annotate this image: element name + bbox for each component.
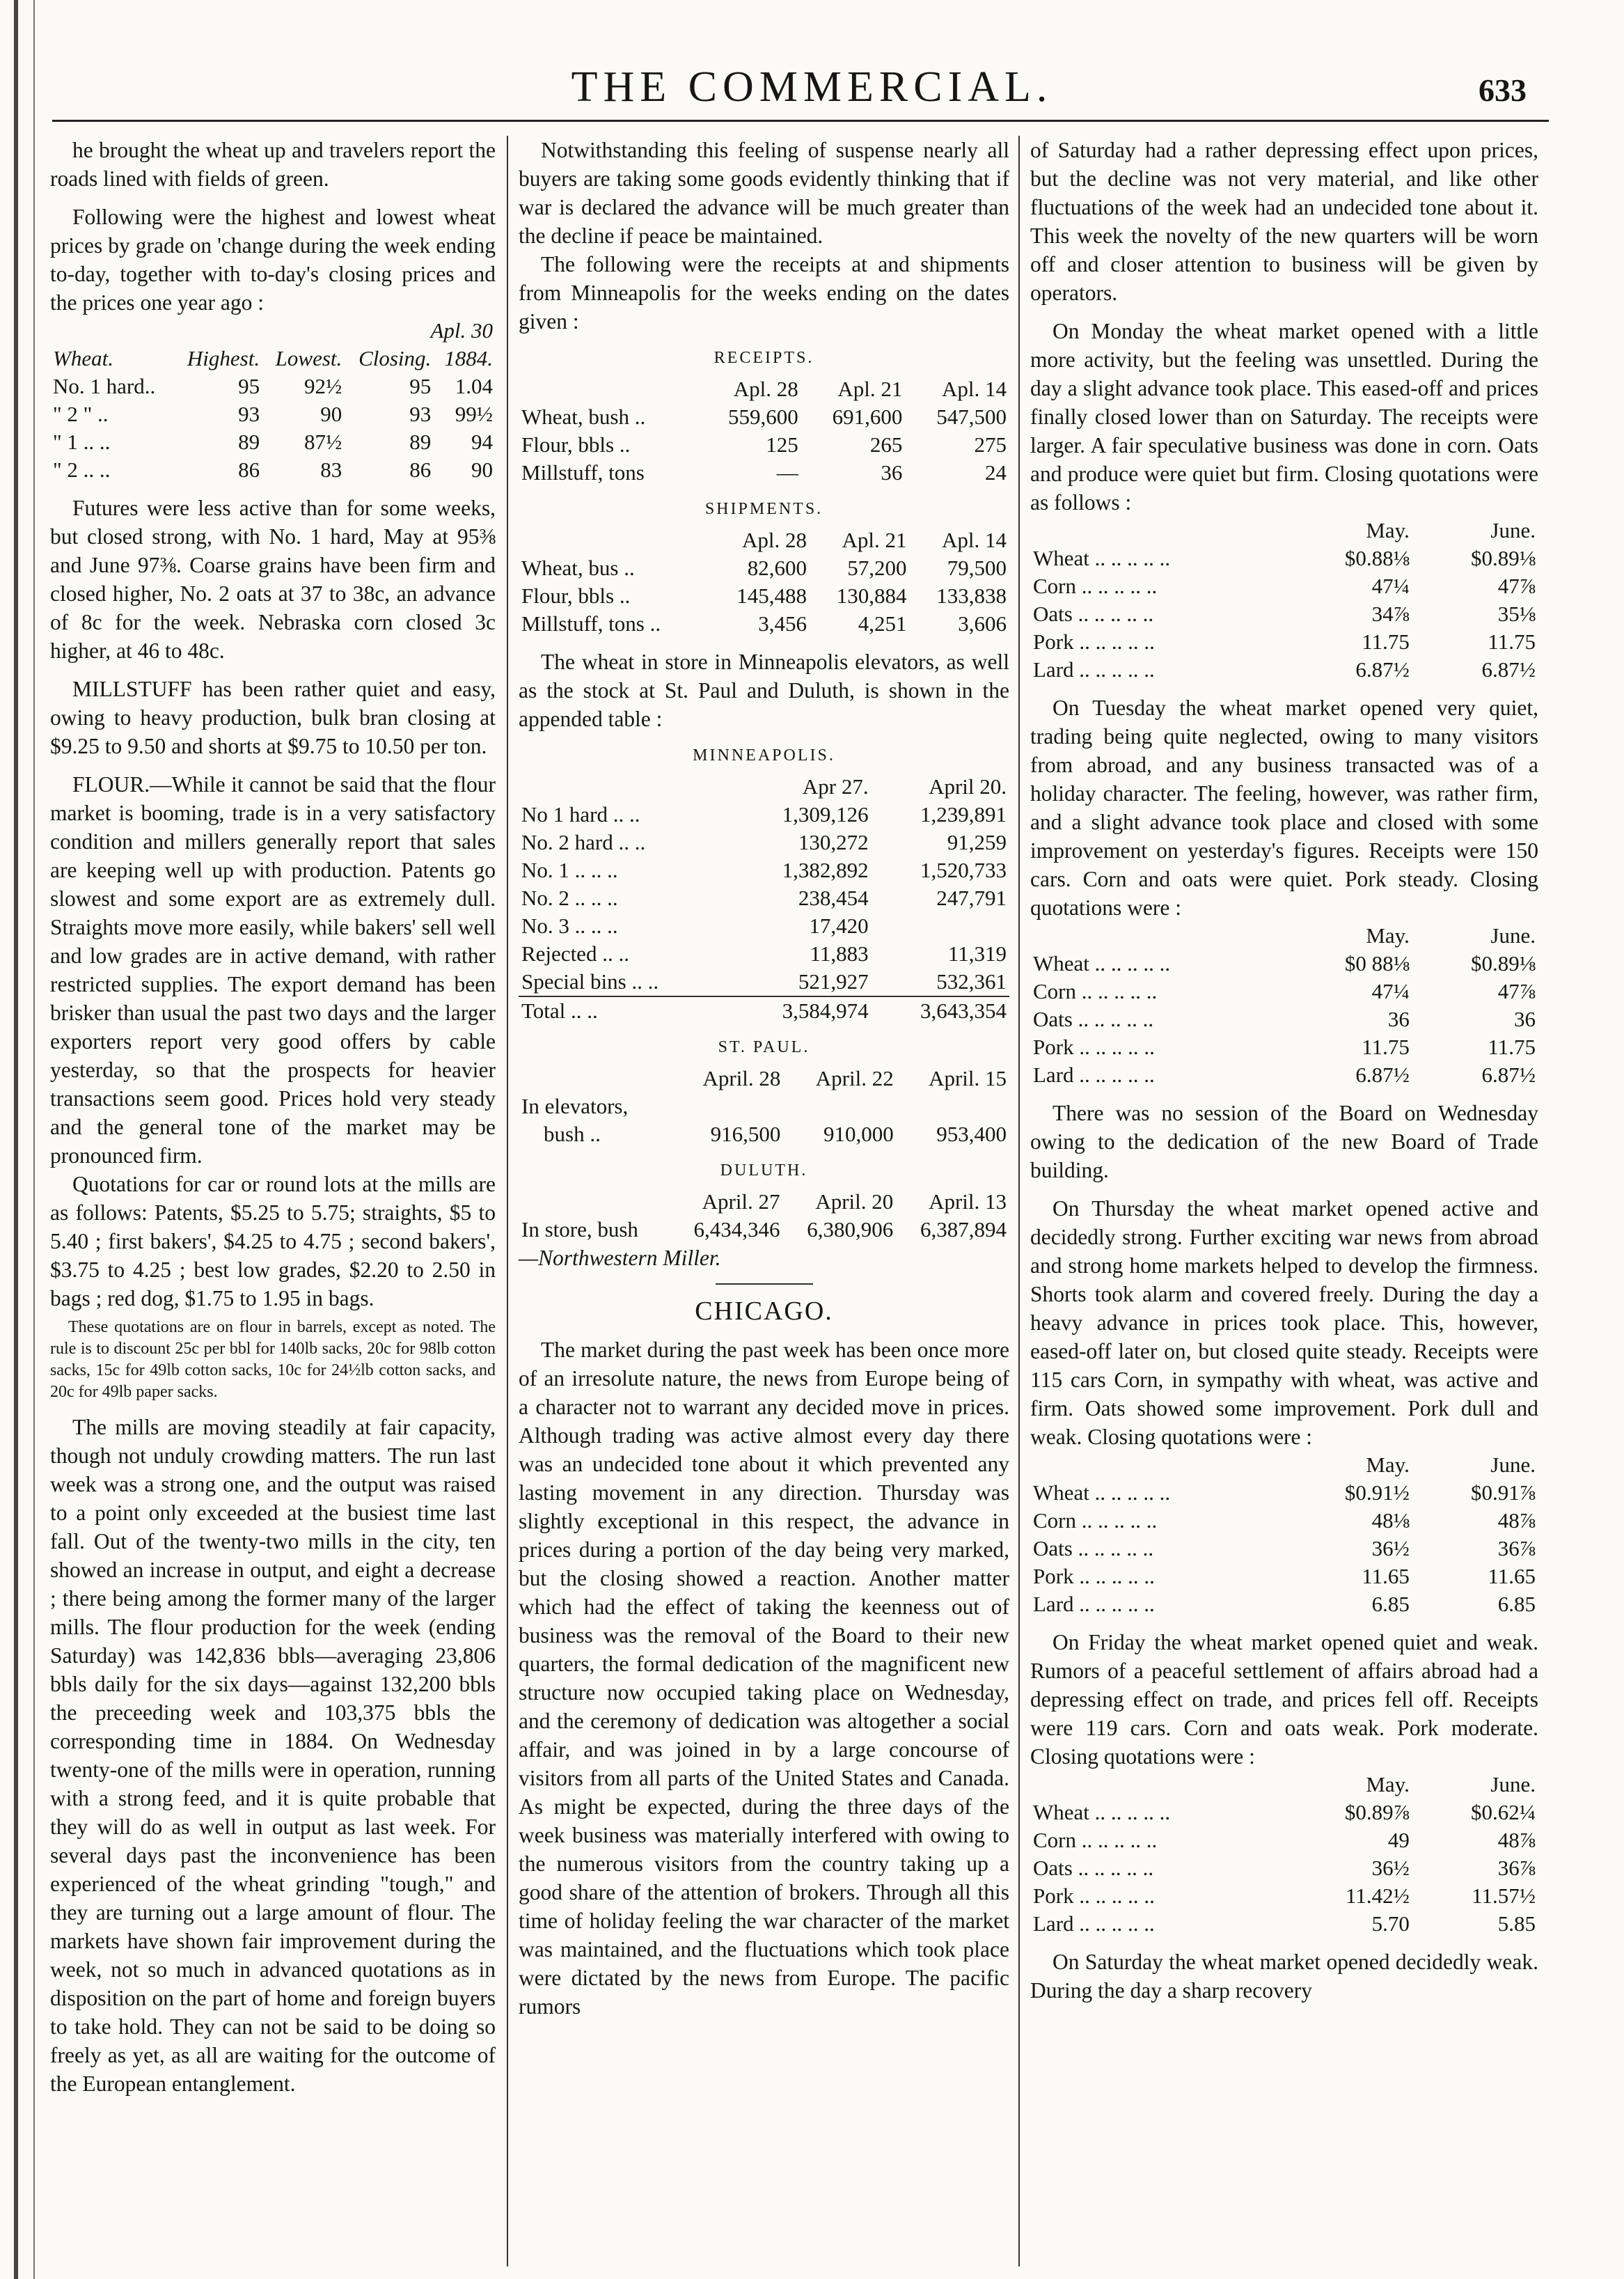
wheat-price-table xyxy=(50,317,496,484)
paragraph: The wheat in store in Minneapolis elevators, as well as the stock at St. Paul and Duluth, is shown in the appended table : xyxy=(519,650,1009,731)
table-cell: 521,927 xyxy=(798,969,869,994)
table-date-header: Apl. 30 xyxy=(430,318,493,343)
table-header-row xyxy=(519,526,1009,554)
table-cell: 11.75 xyxy=(1488,1035,1536,1059)
row-label: Special bins .. .. xyxy=(521,969,659,994)
table-cell: 47⅞ xyxy=(1497,574,1536,598)
table-cell: 47¼ xyxy=(1371,979,1410,1003)
minneapolis-table xyxy=(519,773,1009,1025)
receipts-table xyxy=(519,375,1009,487)
row-label: Lard .. .. .. .. .. xyxy=(1033,657,1155,682)
table-cell: 559,600 xyxy=(728,405,798,429)
table-cell: 36½ xyxy=(1371,1536,1410,1560)
table-row xyxy=(519,1216,1009,1244)
table-cell: 3,584,974 xyxy=(733,996,871,1025)
table-cell: 57,200 xyxy=(847,556,907,580)
table-cell: $0 88⅛ xyxy=(1344,951,1410,976)
section-rule xyxy=(716,1283,813,1285)
table-cell: 47⅞ xyxy=(1497,979,1536,1003)
row-label: " 2 " .. xyxy=(53,402,109,426)
table-row xyxy=(1030,978,1538,1005)
column-header xyxy=(1030,1451,1286,1479)
table-cell: 1.04 xyxy=(455,374,493,398)
table-row xyxy=(1030,1799,1538,1826)
table-heading: RECEIPTS. xyxy=(714,349,814,367)
table-cell: 36 xyxy=(1387,1007,1410,1031)
table-row xyxy=(519,459,1009,487)
paragraph: On Monday the wheat market opened with a little more activity, but the feeling was unsettled. During the day a slight advance took place. This eased-off and prices finally closed lower than on Saturday. The receipts were larger. A fair speculative business was done in corn. Oats and produce were quiet but firm. Closing quotations were as follows : xyxy=(1030,319,1538,515)
column-header: May. xyxy=(1366,518,1410,542)
table-row xyxy=(519,582,1009,610)
table-cell: 275 xyxy=(974,432,1007,457)
quotations-friday xyxy=(1030,1771,1538,1938)
table-row xyxy=(1030,600,1538,628)
table-cell: 86 xyxy=(409,457,432,482)
table-cell: 6,387,894 xyxy=(920,1217,1007,1242)
table-row xyxy=(519,431,1009,459)
paragraph: of Saturday had a rather depressing effect upon prices, but the decline was not very material, and like other fluctuations of the week had an undecided tone about it. This week the novelty of the new quarters will be worn off and closer attention to business will be given by operators. xyxy=(1030,138,1538,305)
column-header: Highest. xyxy=(187,346,260,370)
table-cell: 95 xyxy=(409,374,432,398)
table-row xyxy=(1030,1033,1538,1061)
column-header: Apr 27. xyxy=(802,774,869,799)
row-label: In store, bush xyxy=(521,1217,638,1242)
table-cell: $0.89⅞ xyxy=(1344,1800,1410,1824)
table-heading: MINNEAPOLIS. xyxy=(693,746,835,765)
table-cell: 238,454 xyxy=(798,886,869,910)
table-row xyxy=(519,554,1009,582)
table-row xyxy=(1030,1910,1538,1938)
table-cell: $0.91⅞ xyxy=(1471,1480,1536,1505)
table-cell: 125 xyxy=(766,432,798,457)
table-cell: 93 xyxy=(238,402,260,426)
paragraph: MILLSTUFF has been rather quiet and easy, owing to heavy production, bulk bran closing at $9.25 to 9.50 and shorts at $9.75 to 10.50 per ton. xyxy=(50,677,496,758)
row-label: In elevators, xyxy=(521,1094,629,1118)
row-label: No. 1 .. .. .. xyxy=(521,858,618,882)
row-label: Corn .. .. .. .. .. xyxy=(1033,574,1158,598)
column-header: 1884. xyxy=(444,346,493,370)
column-header: April. 22 xyxy=(815,1066,894,1090)
table-cell: 247,791 xyxy=(936,886,1007,910)
column-header: Lowest. xyxy=(275,346,342,370)
row-label: Pork .. .. .. .. .. xyxy=(1033,1564,1155,1588)
row-label: Corn .. .. .. .. .. xyxy=(1033,979,1158,1003)
column-header xyxy=(519,773,733,801)
table-row xyxy=(519,856,1009,884)
column-header: April. 27 xyxy=(702,1189,780,1214)
table-cell: 6.85 xyxy=(1497,1592,1536,1616)
table-cell: 145,488 xyxy=(736,584,807,608)
table-row xyxy=(50,428,496,456)
table-cell xyxy=(872,912,1009,940)
quotations-monday xyxy=(1030,517,1538,684)
column-header xyxy=(519,375,697,403)
paragraph: Futures were less active than for some weeks, but closed strong, with No. 1 hard, May at 95⅜ and June 97⅜. Coarse grains have been firm and closed higher, No. 2 oats at 37 to 38c, an advance of 8c for the week. Nebraska corn closed 3c higher, at 46 to 48c. xyxy=(50,496,496,663)
table-cell: 95 xyxy=(238,374,260,398)
table-cell: $0.88⅛ xyxy=(1344,546,1410,570)
row-label: No 1 hard .. .. xyxy=(521,802,640,827)
table-cell: 5.70 xyxy=(1371,1911,1410,1936)
column-header: Closing. xyxy=(358,346,432,370)
table-cell: 130,272 xyxy=(798,830,869,854)
table-row xyxy=(1030,1826,1538,1854)
table-cell: 1,239,891 xyxy=(920,802,1007,827)
table-row xyxy=(519,610,1009,638)
header-rule xyxy=(52,120,1549,122)
table-row xyxy=(1030,1590,1538,1618)
column-header: Apl. 28 xyxy=(733,377,798,401)
table-row xyxy=(1030,1854,1538,1882)
table-heading: ST. PAUL. xyxy=(718,1038,810,1056)
column-header: June. xyxy=(1490,518,1536,542)
binding-edge-inner xyxy=(33,0,35,2279)
column-header: Apl. 28 xyxy=(742,528,807,552)
table-cell: 89 xyxy=(238,430,260,454)
column-header: Apl. 14 xyxy=(942,528,1007,552)
column-header: Apl. 21 xyxy=(837,377,903,401)
paragraph: Following were the highest and lowest wheat prices by grade on 'change during the week ending to-day, together with to-day's closing prices and the prices one year ago : xyxy=(50,205,496,315)
masthead: THE COMMERCIAL. xyxy=(571,63,1053,111)
table-cell: 48⅞ xyxy=(1497,1828,1536,1852)
table-cell: $0.62¼ xyxy=(1471,1800,1536,1824)
table-cell: 6.87½ xyxy=(1481,657,1536,682)
table-row xyxy=(519,829,1009,856)
row-label: Pork .. .. .. .. .. xyxy=(1033,629,1155,654)
column-one xyxy=(50,136,496,2098)
table-row xyxy=(1030,628,1538,656)
table-row xyxy=(519,884,1009,912)
table-cell: $0.91½ xyxy=(1344,1480,1410,1505)
table-cell: 6,434,346 xyxy=(693,1217,780,1242)
row-label: Rejected .. .. xyxy=(521,941,629,966)
table-row xyxy=(1030,545,1538,572)
table-cell: 1,309,126 xyxy=(782,802,869,827)
table-header-row xyxy=(519,375,1009,403)
table-header-row xyxy=(519,1188,1009,1216)
row-label: No. 2 hard .. .. xyxy=(521,830,646,854)
row-label: Oats .. .. .. .. .. xyxy=(1033,1536,1154,1560)
row-label: Total .. .. xyxy=(519,996,733,1025)
table-cell: 48⅞ xyxy=(1497,1508,1536,1533)
table-row xyxy=(1030,1535,1538,1563)
table-row xyxy=(519,801,1009,829)
column-header xyxy=(1030,922,1286,950)
table-cell: 6.87½ xyxy=(1355,657,1410,682)
table-cell: 24 xyxy=(985,460,1007,485)
table-cell: 547,500 xyxy=(936,405,1007,429)
table-header-row xyxy=(50,345,496,373)
row-label: " 2 .. .. xyxy=(53,457,111,482)
paragraph: There was no session of the Board on Wednesday owing to the dedication of the new Board of Trade building. xyxy=(1030,1101,1538,1182)
table-cell: 5.85 xyxy=(1497,1911,1536,1936)
table-row xyxy=(50,400,496,428)
table-cell: 48⅛ xyxy=(1371,1508,1410,1533)
table-heading: DULUTH. xyxy=(720,1161,808,1180)
column-header xyxy=(1030,1771,1286,1799)
row-label: Wheat, bus .. xyxy=(521,556,635,580)
table-row xyxy=(519,996,1009,1025)
column-three xyxy=(1030,136,1538,2005)
page-number: 633 xyxy=(1479,72,1527,108)
table-cell: — xyxy=(776,460,798,485)
row-label: Oats .. .. .. .. .. xyxy=(1033,602,1154,626)
table-row xyxy=(519,912,1009,940)
table-cell: 910,000 xyxy=(823,1122,894,1146)
table-cell: 6.87½ xyxy=(1355,1063,1410,1087)
table-cell: 133,838 xyxy=(936,584,1007,608)
table-cell: 953,400 xyxy=(936,1122,1007,1146)
footnote: These quotations are on flour in barrels, except as noted. The rule is to discount 25c per bbl for 140lb sacks, 20c for 98lb cotton sacks, 15c for 49lb cotton sacks, 10c for 24½lb cotton sacks, and 20c for 49lb paper sacks. xyxy=(50,1318,496,1401)
table-row xyxy=(519,403,1009,431)
table-cell: 11.75 xyxy=(1362,1035,1410,1059)
row-label: Lard .. .. .. .. .. xyxy=(1033,1911,1155,1936)
table-row xyxy=(1030,1479,1538,1507)
paragraph: FLOUR.—While it cannot be said that the flour market is booming, trade is in a very satisfactory condition and millers generally report that sales are keeping well up with production. Patents go slowest and some export are as extremely dull. Straights move more easily, while bakers' sell well and low grades are in active demand, with rather restricted supplies. The export demand has been brisker than usual the past two days and the larger exporters report very good offers by cable yesterday, so that the prospects for heavier transactions seem good. Prices hold very steady and the general tone of the market may be pronounced firm. xyxy=(50,772,496,1168)
table-cell: 83 xyxy=(320,457,342,482)
table-cell: 3,643,354 xyxy=(872,996,1009,1025)
paragraph: The market during the past week has been once more of an irresolute nature, the news from Europe being of a character not to warrant any decided move in prices. Although trading was active almost every day there was an undecided tone about it which prevented any lasting movement in any direction. Thursday was slightly exceptional in this respect, the advance in prices during a portion of the day being very marked, but the closing showed a reaction. Another matter which had the effect of taking the keenness out of business was the removal of the Board to their new quarters, the formal dedication of the magnificent new structure now occupied taking place on Wednesday, and the ceremony of dedication was altogether a social affair, and was joined in by a large concourse of visitors from all parts of the United States and Canada. As might be expected, during the three days of the week business was materially interfered with owing to the numerous visitors from the country taking up a good share of the attention of brokers. Through all this time of holiday feeling the war character of the market was maintained, and the fluctuations which took place were dictated by the news from Europe. The pacific rumors xyxy=(519,1338,1009,2019)
table-cell: 11,319 xyxy=(947,941,1007,966)
paragraph: The mills are moving steadily at fair capacity, though not unduly crowding matters. The run last week was a strong one, and the output was raised to a point only exceeded at the busiest time last fall. Out of the twenty-two mills in the city, ten showed an increase in output, and eight a decrease ; there being among the former many of the larger mills. The flour production for the week (ending Saturday) was 142,836 bbls—averaging 23,806 bbls daily for the six days—against 132,200 bbls the preceeding week and 103,375 bbls the corresponding time in 1884. On Wednesday twenty-one of the mills were in operation, running with a strong feed, and it is quite probable that they will do as well in output as last week. For several days past the inconvenience has been experienced of the wheat grinding "tough," and they are turning out a large amount of flour. The markets have shown fair improvement during the week, not so much in advanced quotations as in disposition on the part of home and foreign buyers to take hold. They can not be said to be doing so freely as yet, as all are waiting for the outcome of the European entanglement. xyxy=(50,1415,496,2096)
table-cell: 79,500 xyxy=(947,556,1007,580)
table-cell: 99½ xyxy=(455,402,493,426)
column-header xyxy=(519,526,710,554)
table-cell: 93 xyxy=(409,402,432,426)
table-cell: 11.75 xyxy=(1488,629,1536,654)
table-cell: 92½ xyxy=(304,374,342,398)
row-label: Pork .. .. .. .. .. xyxy=(1033,1035,1155,1059)
column-divider xyxy=(1018,136,1020,2266)
table-row xyxy=(519,940,1009,968)
table-row xyxy=(1030,572,1538,600)
column-header: Wheat. xyxy=(53,346,113,370)
shipments-table xyxy=(519,526,1009,638)
row-label: Corn .. .. .. .. .. xyxy=(1033,1828,1158,1852)
row-label: Lard .. .. .. .. .. xyxy=(1033,1063,1155,1087)
table-cell: 36½ xyxy=(1371,1856,1410,1880)
table-row xyxy=(1030,1061,1538,1089)
table-row xyxy=(1030,1563,1538,1590)
table-cell: 89 xyxy=(409,430,432,454)
table-cell: 3,606 xyxy=(958,611,1007,636)
section-heading: CHICAGO. xyxy=(695,1297,833,1326)
row-label: Wheat .. .. .. .. .. xyxy=(1033,951,1171,976)
column-header: June. xyxy=(1490,1772,1536,1796)
table-cell: 82,600 xyxy=(747,556,807,580)
table-cell: 36 xyxy=(881,460,903,485)
paragraph: Notwithstanding this feeling of suspense nearly all buyers are taking some goods evidently thinking that if war is declared the advance will be much greater than the decline if peace be maintained. xyxy=(519,138,1009,248)
paragraph: On Tuesday the wheat market opened very quiet, trading being quite neglected, owing to many visitors from abroad, and any business transacted was of a holiday character. The feeling, however, was rather firm, and a slight advance took place and closed with some improvement on yesterday's figures. Receipts were 150 cars. Corn and oats were quiet. Pork steady. Closing quotations were : xyxy=(1030,696,1538,920)
table-cell: 90 xyxy=(320,402,342,426)
column-header xyxy=(1030,517,1286,545)
paragraph: On Friday the wheat market opened quiet and weak. Rumors of a peaceful settlement of affairs abroad had a depressing effect on trade, and prices fell off. Receipts were 119 cars. Corn and oats weak. Pork moderate. Closing quotations were : xyxy=(1030,1630,1538,1769)
table-header-row xyxy=(1030,517,1538,545)
table-cell: 90 xyxy=(471,457,493,482)
paragraph: The following were the receipts at and shipments from Minneapolis for the weeks ending on the dates given : xyxy=(519,252,1009,334)
table-cell: 1,382,892 xyxy=(782,858,869,882)
row-label: No. 1 hard.. xyxy=(53,374,156,398)
binding-edge xyxy=(14,0,18,2279)
table-cell: 34⅞ xyxy=(1371,602,1410,626)
table-cell: 916,500 xyxy=(710,1122,781,1146)
row-label: No. 3 .. .. .. xyxy=(521,914,618,938)
table-cell: 36 xyxy=(1514,1007,1536,1031)
table-cell: 11.65 xyxy=(1362,1564,1410,1588)
table-cell: 94 xyxy=(471,430,493,454)
row-label: " 1 .. .. xyxy=(53,430,111,454)
row-label: Pork .. .. .. .. .. xyxy=(1033,1883,1155,1908)
source-credit: —Northwestern Miller. xyxy=(519,1246,721,1270)
table-cell: 3,456 xyxy=(758,611,807,636)
column-header: April. 15 xyxy=(929,1066,1007,1090)
table-row xyxy=(1030,1507,1538,1535)
table-row xyxy=(1030,656,1538,684)
column-header xyxy=(519,1188,670,1216)
column-header: Apl. 21 xyxy=(842,528,907,552)
row-label: Wheat .. .. .. .. .. xyxy=(1033,546,1171,570)
table-cell: $0.89⅛ xyxy=(1471,546,1536,570)
table-cell: 36⅞ xyxy=(1497,1856,1536,1880)
column-header: April. 20 xyxy=(815,1189,894,1214)
table-cell: 11,883 xyxy=(810,941,869,966)
column-header: June. xyxy=(1490,1452,1536,1477)
row-label: Wheat .. .. .. .. .. xyxy=(1033,1800,1171,1824)
table-cell: 130,884 xyxy=(836,584,907,608)
table-cell: 11.42½ xyxy=(1346,1883,1410,1908)
table-heading: SHIPMENTS. xyxy=(704,500,823,518)
table-cell: 6.85 xyxy=(1371,1592,1410,1616)
table-header-row xyxy=(1030,1771,1538,1799)
row-label: No. 2 .. .. .. xyxy=(521,886,618,910)
row-label: Millstuff, tons xyxy=(521,460,645,485)
row-label: bush .. xyxy=(544,1122,601,1146)
table-cell: 691,600 xyxy=(832,405,903,429)
row-label: Lard .. .. .. .. .. xyxy=(1033,1592,1155,1616)
column-header: June. xyxy=(1490,923,1536,948)
table-cell: 11.65 xyxy=(1488,1564,1536,1588)
column-divider xyxy=(507,136,508,2266)
table-cell: $0.89⅛ xyxy=(1471,951,1536,976)
table-row xyxy=(1030,1005,1538,1033)
table-cell: 17,420 xyxy=(809,914,869,938)
column-header xyxy=(519,1065,670,1092)
table-cell: 11.57½ xyxy=(1472,1883,1536,1908)
quotations-thursday xyxy=(1030,1451,1538,1618)
quotations-tuesday xyxy=(1030,922,1538,1089)
table-header-row xyxy=(519,773,1009,801)
table-cell: 36⅞ xyxy=(1497,1536,1536,1560)
row-label: Corn .. .. .. .. .. xyxy=(1033,1508,1158,1533)
paragraph: On Thursday the wheat market opened active and decidedly strong. Further exciting war news from abroad and strong home markets helped to develop the firmness. Shorts took alarm and covered freely. During the day a heavy advance in prices took place. This, however, eased-off later on, but closed quite steady. Receipts were 115 cars Corn, in sympathy with wheat, was active and firm. Oats showed some improvement. Pork dull and weak. Closing quotations were : xyxy=(1030,1196,1538,1449)
column-header: May. xyxy=(1366,1452,1410,1477)
table-header-row xyxy=(519,1065,1009,1092)
table-row xyxy=(50,373,496,400)
row-label: Wheat .. .. .. .. .. xyxy=(1033,1480,1171,1505)
row-label: Millstuff, tons .. xyxy=(521,611,661,636)
table-row xyxy=(1030,1882,1538,1910)
row-label: Flour, bbls .. xyxy=(521,584,631,608)
stpaul-table xyxy=(519,1065,1009,1148)
table-row xyxy=(519,968,1009,996)
column-header: May. xyxy=(1366,1772,1410,1796)
column-header: April. 13 xyxy=(929,1189,1007,1214)
column-header: May. xyxy=(1366,923,1410,948)
table-cell: 91,259 xyxy=(947,830,1007,854)
table-cell: 265 xyxy=(869,432,903,457)
row-label: Flour, bbls .. xyxy=(521,432,631,457)
column-header: April 20. xyxy=(929,774,1007,799)
row-label: Oats .. .. .. .. .. xyxy=(1033,1007,1154,1031)
table-row xyxy=(50,456,496,484)
table-row xyxy=(1030,950,1538,978)
paragraph: he brought the wheat up and travelers report the roads lined with fields of green. xyxy=(50,138,496,191)
table-header-row xyxy=(1030,1451,1538,1479)
column-header: Apl. 14 xyxy=(942,377,1007,401)
table-cell: 86 xyxy=(238,457,260,482)
row-label: Wheat, bush .. xyxy=(521,405,646,429)
table-cell: 532,361 xyxy=(936,969,1007,994)
paragraph: Quotations for car or round lots at the mills are as follows: Patents, $5.25 to 5.75; straights, $5 to 5.40 ; first bakers', $4.25 to 4.75 ; second bakers', $3.75 to 4.25 ; best low grades, $2.20 to 2.50 in bags ; red dog, $1.75 to 1.95 in bags. xyxy=(50,1172,496,1310)
page-header xyxy=(0,0,1624,122)
column-two xyxy=(519,136,1009,2021)
table-cell: 87½ xyxy=(304,430,342,454)
table-cell: 47¼ xyxy=(1371,574,1410,598)
row-label: Oats .. .. .. .. .. xyxy=(1033,1856,1154,1880)
table-cell: 4,251 xyxy=(858,611,907,636)
table-header-row xyxy=(1030,922,1538,950)
duluth-table xyxy=(519,1188,1009,1244)
table-cell: 6,380,906 xyxy=(807,1217,894,1242)
table-cell: 6.87½ xyxy=(1481,1063,1536,1087)
paragraph: On Saturday the wheat market opened decidedly weak. During the day a sharp recovery xyxy=(1030,1950,1538,2003)
table-cell: 11.75 xyxy=(1362,629,1410,654)
table-cell: 1,520,733 xyxy=(920,858,1007,882)
table-cell: 49 xyxy=(1387,1828,1410,1852)
column-header: April. 28 xyxy=(702,1066,781,1090)
table-cell: 35⅛ xyxy=(1497,602,1536,626)
